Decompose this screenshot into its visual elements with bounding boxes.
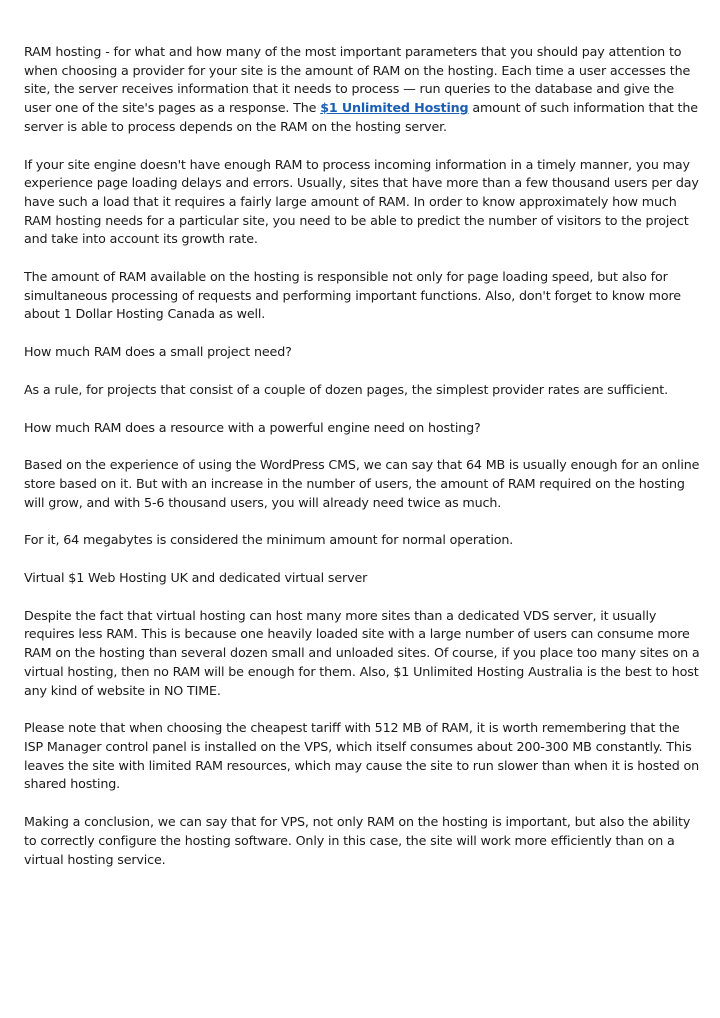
paragraph-minimum-amount: For it, 64 megabytes is considered the minimum amount for normal operation. (24, 532, 514, 548)
paragraph-wordpress-experience: Based on the experience of using the WordPress CMS, we can say that 64 MB is usually enough for an online store based on it. But with an increase in the number of users, the amount of RAM required on the hosting will grow, and with 5-6 thousand users, you will already need twice as much. (24, 457, 700, 510)
paragraph-small-project-question: How much RAM does a small project need? (24, 344, 292, 360)
document-body (24, 43, 702, 888)
paragraph-text: RAM hosting - for what and how many of the most important parameters that you should pay attention to when choosing a provider for your site is the amount of RAM on the hosting. Each time a user accesses the site, the server receives information that it needs to process — run queries to the database and give the user one of the site's pages as a response. The (24, 44, 691, 116)
paragraph-engine-ram: If your site engine doesn't have enough RAM to process incoming information in a timely manner, you may experience page loading delays and errors. Usually, sites that have more than a few thousand users per day have such a load that it requires a fairly large amount of RAM. In order to know approximately how much RAM hosting needs for a particular site, you need to be able to predict the number of visitors to the project and take into account its growth rate. (24, 156, 699, 247)
paragraph-virtual-vs-dedicated: Virtual $1 Web Hosting UK and dedicated virtual server (24, 570, 368, 586)
paragraph-virtual-hosting-ram: Despite the fact that virtual hosting can host many more sites than a dedicated VDS server, it usually requires less RAM. This is because one heavily loaded site with a large number of users can consume more RAM on the hosting than several dozen small and unloaded sites. Of course, if you place too many sites on a virtual hosting, then no RAM will be enough for them. Also, $1 Unlimited Hosting Australia is the best to host any kind of website in NO TIME. (24, 607, 700, 698)
paragraph-text: amount of such information that the server is able to process depends on the RAM on the hosting server. (24, 100, 698, 134)
paragraph-conclusion: Making a conclusion, we can say that for VPS, not only RAM on the hosting is important, but also the ability to correctly configure the hosting software. Only in this case, the site will work more efficiently than on a virtual hosting service. (24, 814, 691, 867)
paragraph-ram-hosting-intro (24, 43, 702, 137)
paragraph-cheapest-tariff: Please note that when choosing the cheapest tariff with 512 MB of RAM, it is worth remembering that the ISP Manager control panel is installed on the VPS, which itself consumes about 200-300 MB constantly. This leaves the site with limited RAM resources, which may cause the site to run slower than when it is hosted on shared hosting. (24, 720, 700, 792)
paragraph-powerful-engine-question: How much RAM does a resource with a powerful engine need on hosting? (24, 419, 481, 435)
paragraph-small-project-answer: As a rule, for projects that consist of a couple of dozen pages, the simplest provider rates are sufficient. (24, 381, 668, 397)
unlimited-hosting-link[interactable]: $1 Unlimited Hosting (320, 100, 469, 116)
paragraph-ram-availability: The amount of RAM available on the hosting is responsible not only for page loading speed, but also for simultaneous processing of requests and performing important functions. Also, don't forget to know more about 1 Dollar Hosting Canada as well. (24, 269, 681, 322)
